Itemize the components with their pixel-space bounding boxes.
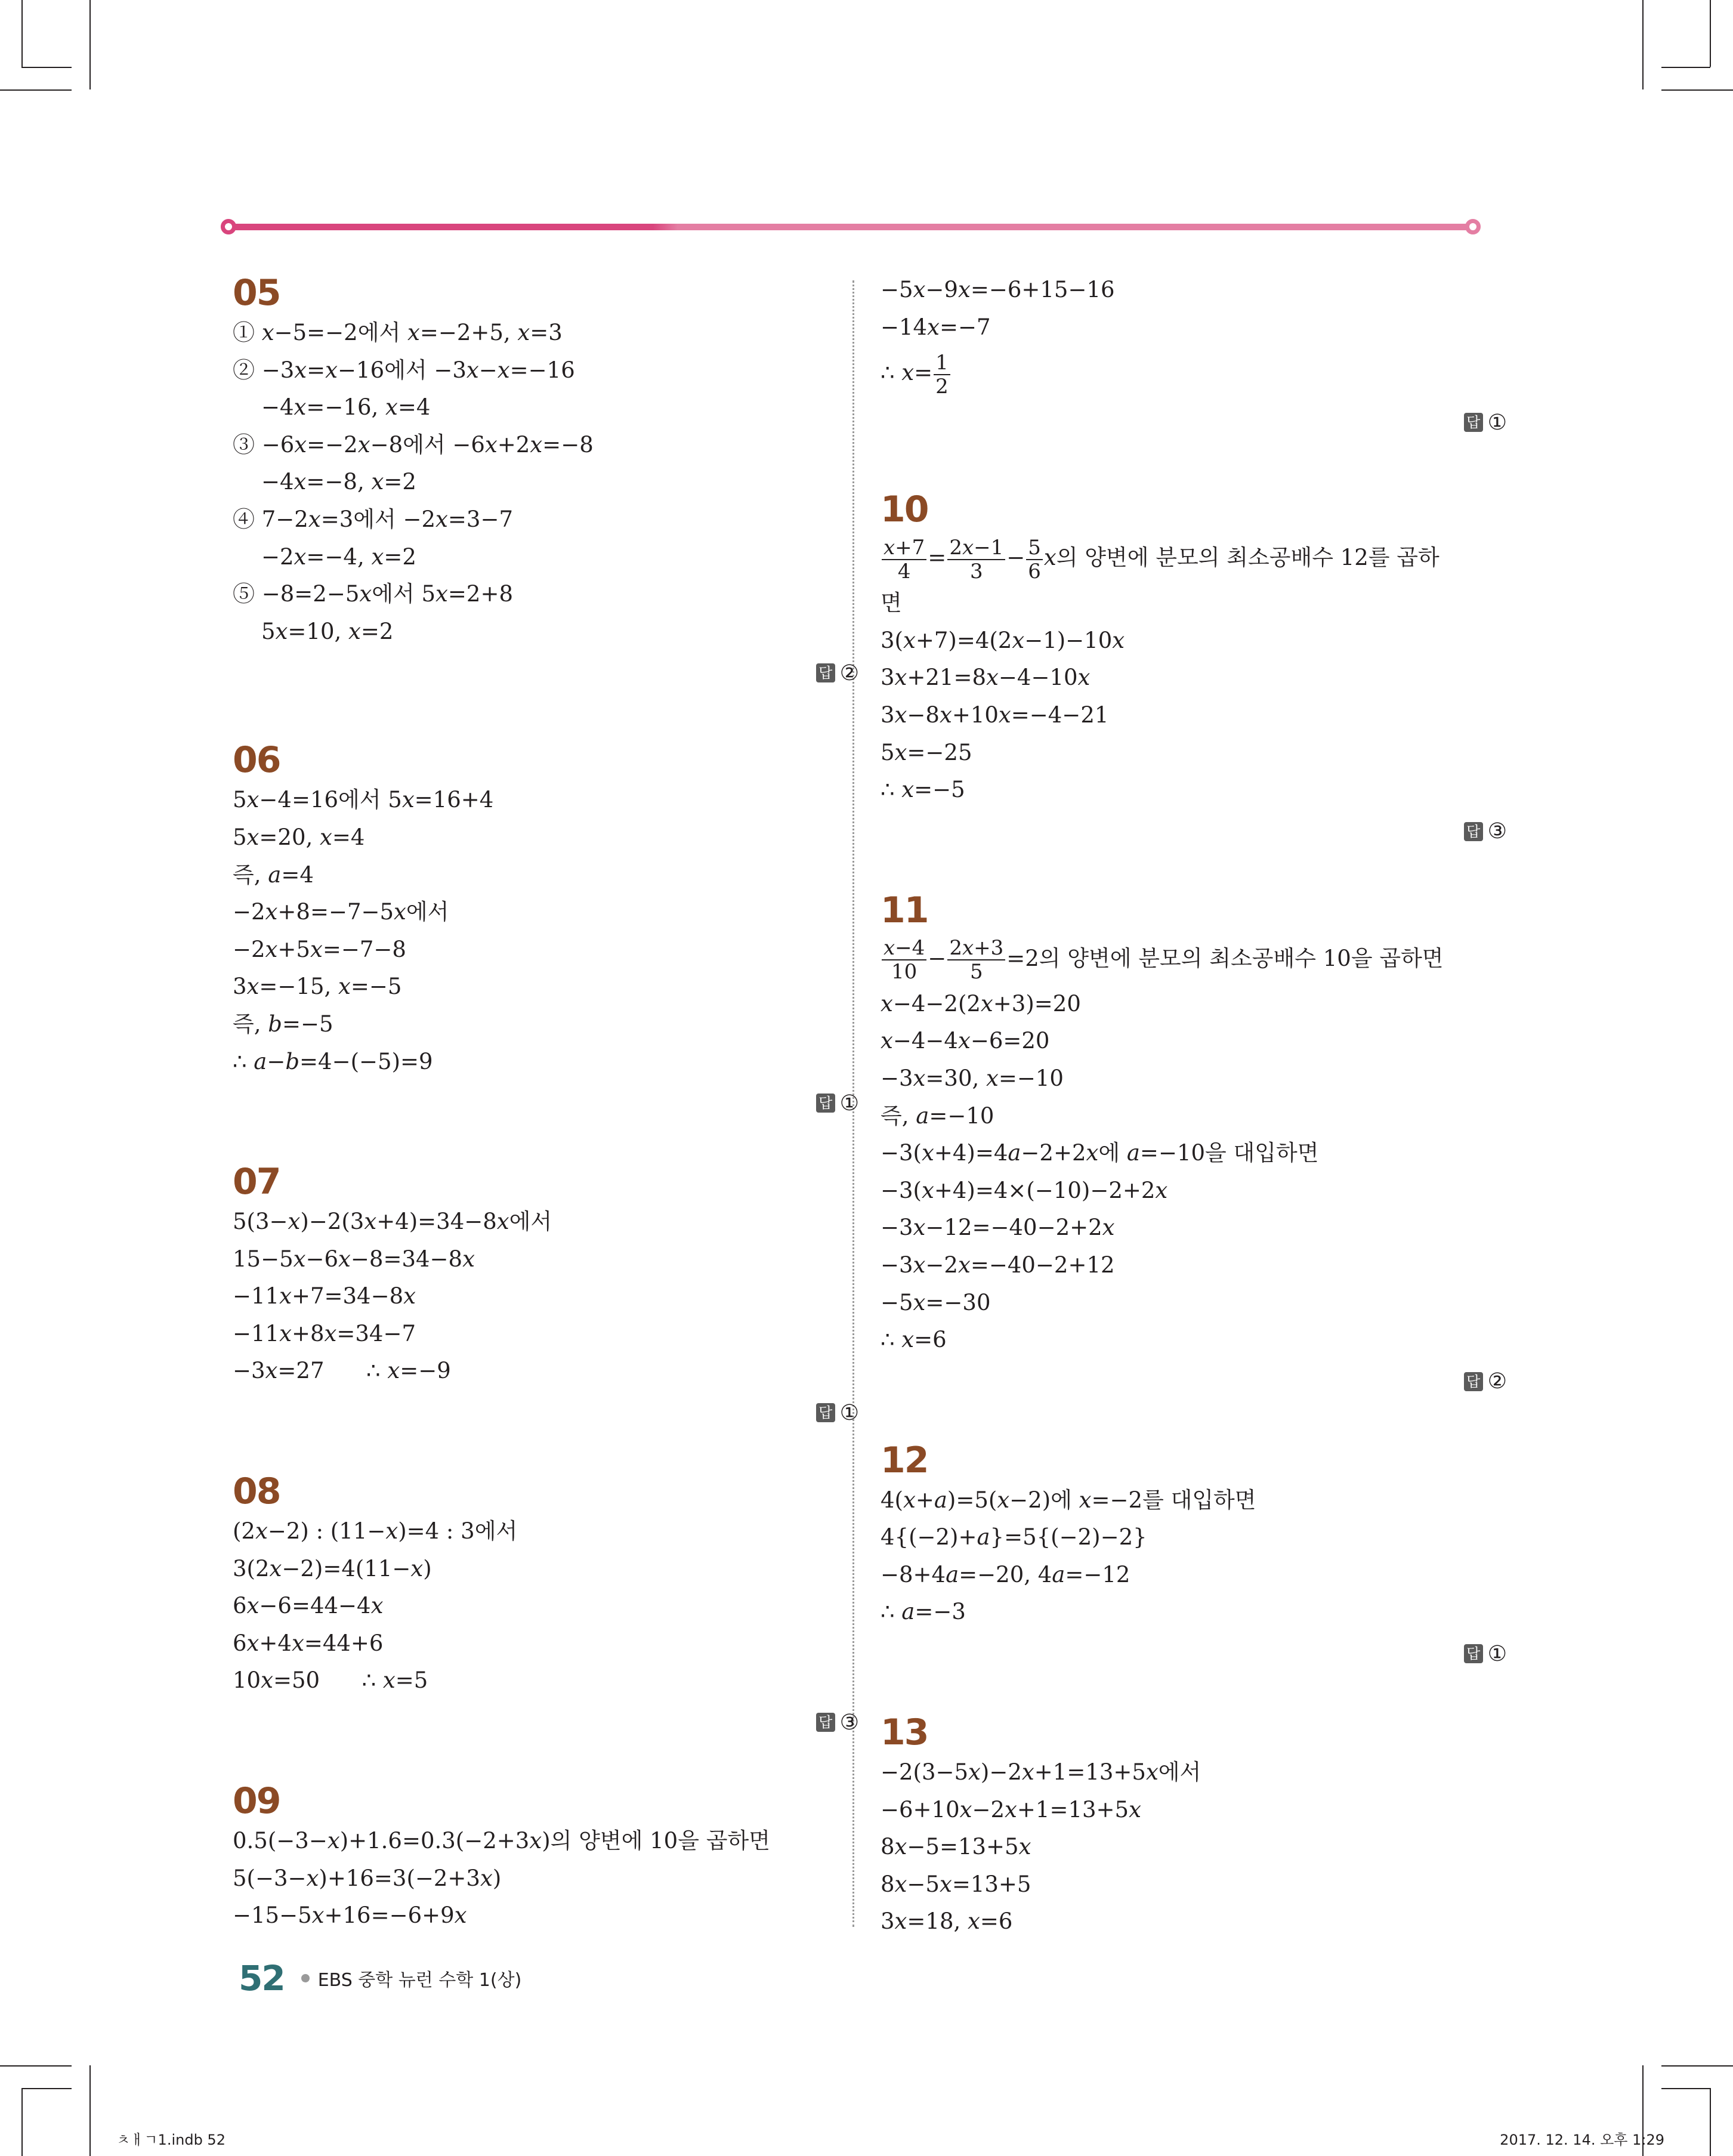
solution-line <box>881 531 1513 585</box>
solution-line: 6𝑥+4𝑥=44+6 <box>233 1630 384 1656</box>
solution-line: 3𝑥+21=8𝑥−4−10𝑥 <box>881 665 1091 691</box>
problem-number: 09 <box>233 1780 280 1823</box>
solution-line: 4{(−2)+𝑎}=5{(−2)−2} <box>881 1524 1147 1550</box>
fraction-numerator: 2𝑥−1 <box>947 536 1005 560</box>
answer-row <box>881 809 1513 854</box>
solution-line: 10𝑥=50 ∴ 𝑥=5 <box>233 1667 428 1694</box>
answer-value: ① <box>839 1091 859 1116</box>
crop-mark <box>1710 2088 1711 2156</box>
answer-row <box>233 1390 865 1435</box>
solution-line: 𝑥−4−2(2𝑥+3)=20 <box>881 990 1081 1017</box>
problem-number: 08 <box>233 1471 280 1513</box>
fraction-denominator: 10 <box>891 960 918 984</box>
answer-row <box>881 400 1513 445</box>
solution-line: −3𝑥=27 ∴ 𝑥=−9 <box>233 1358 451 1384</box>
print-slug-file: ㅊㅐㄱ1.indb 52 <box>116 2132 225 2148</box>
answer-row <box>233 1080 865 1126</box>
solution-line: ④ 7−2𝑥=3에서 −2𝑥=3−7 <box>233 506 513 532</box>
fraction-denominator: 5 <box>969 960 983 984</box>
solution-line: 𝑥−4−4𝑥−6=20 <box>881 1028 1050 1054</box>
solution-line: −4𝑥=−16, 𝑥=4 <box>261 394 431 421</box>
fraction-numerator: 5 <box>1026 536 1043 560</box>
fraction-denominator: 3 <box>969 559 983 583</box>
solution-line: ∴ 𝑥=6 <box>881 1327 947 1353</box>
fraction-numerator: 𝑥−4 <box>882 937 926 960</box>
answer-badge: 답 <box>816 663 835 682</box>
crop-mark <box>1642 0 1644 89</box>
solution-line: −14𝑥=−7 <box>881 314 991 340</box>
answer-value: ③ <box>839 1710 859 1735</box>
crop-mark <box>1661 2065 1733 2067</box>
header-bar-line <box>233 224 1469 230</box>
solution-line: 3(2𝑥−2)=4(11−𝑥) <box>233 1555 432 1582</box>
solution-line: −15−5𝑥+16=−6+9𝑥 <box>233 1902 467 1929</box>
solution-line: 즉, 𝑎=4 <box>233 861 314 888</box>
fraction <box>947 536 1005 583</box>
solution-line: 5𝑥=10, 𝑥=2 <box>261 618 394 644</box>
crop-mark <box>0 89 72 91</box>
answer-row <box>233 650 865 696</box>
solution-line: 즉, 𝑎=−10 <box>881 1102 994 1129</box>
solution-line <box>881 932 1513 986</box>
solution-line: 5𝑥=−25 <box>881 739 972 765</box>
solution-line: 면 <box>881 590 902 616</box>
fraction <box>882 536 926 583</box>
print-slug-date: 2017. 12. 14. 오후 1:29 <box>1500 2132 1664 2148</box>
answer-value: ① <box>1487 410 1507 435</box>
fraction <box>947 937 1005 983</box>
problem-06 <box>233 739 865 1126</box>
solution-line: ⑤ −8=2−5𝑥에서 5𝑥=2+8 <box>233 581 513 607</box>
problem-number: 12 <box>881 1439 928 1481</box>
left-column <box>233 271 865 1935</box>
solution-line: −3(𝑥+4)=4𝑎−2+2𝑥에 𝑎=−10을 대입하면 <box>881 1140 1319 1166</box>
answer-badge: 답 <box>816 1094 835 1113</box>
answer-badge: 답 <box>1464 1372 1483 1391</box>
solution-line: (2𝑥−2) : (11−𝑥)=4 : 3에서 <box>233 1518 518 1545</box>
fraction-denominator: 6 <box>1028 559 1041 583</box>
solution-line <box>881 346 1513 400</box>
solution-line: 8𝑥−5=13+5𝑥 <box>881 1834 1031 1860</box>
solution-text: ∴ 𝑥= <box>881 360 933 386</box>
answer-row <box>881 1631 1513 1676</box>
solution-line: 3𝑥−8𝑥+10𝑥=−4−21 <box>881 702 1109 728</box>
solution-line: −11𝑥+8𝑥=34−7 <box>233 1320 416 1346</box>
solution-line: −4𝑥=−8, 𝑥=2 <box>261 469 416 495</box>
solution-line: 즉, 𝑏=−5 <box>233 1011 333 1037</box>
crop-mark <box>21 2088 72 2089</box>
fraction <box>1026 536 1043 583</box>
problem-number: 10 <box>881 489 928 531</box>
crop-mark <box>1661 89 1733 91</box>
solution-line: −3(𝑥+4)=4×(−10)−2+2𝑥 <box>881 1177 1168 1203</box>
solution-line: 5𝑥=20, 𝑥=4 <box>233 824 365 850</box>
answer-badge: 답 <box>816 1403 835 1422</box>
problem-number: 05 <box>233 272 280 314</box>
problem-12 <box>881 1439 1513 1676</box>
solution-line: 3(𝑥+7)=4(2𝑥−1)−10𝑥 <box>881 627 1125 653</box>
page-footer <box>239 1958 521 1999</box>
operator: − <box>928 945 947 971</box>
answer-badge: 답 <box>1464 822 1483 841</box>
answer-value: ① <box>1487 1641 1507 1666</box>
header-bar-left-cap <box>221 219 236 234</box>
crop-mark <box>1661 2088 1710 2089</box>
solution-line: ② −3𝑥=𝑥−16에서 −3𝑥−𝑥=−16 <box>233 357 575 383</box>
bullet-dot-icon <box>301 1974 310 1982</box>
solution-line: ∴ 𝑎−𝑏=4−(−5)=9 <box>233 1048 433 1074</box>
answer-value: ② <box>1487 1369 1507 1394</box>
answer-row <box>881 1359 1513 1404</box>
fraction-numerator: 2𝑥+3 <box>947 937 1005 960</box>
header-decorative-bar <box>221 219 1481 234</box>
right-column <box>881 271 1513 1941</box>
fraction-denominator: 4 <box>897 559 911 583</box>
crop-mark <box>21 67 72 68</box>
solution-line: ① 𝑥−5=−2에서 𝑥=−2+5, 𝑥=3 <box>233 320 563 345</box>
fraction <box>882 937 926 983</box>
answer-value: ③ <box>1487 819 1507 844</box>
solution-line: −8+4𝑎=−20, 4𝑎=−12 <box>881 1561 1130 1587</box>
solution-line: 5(−3−𝑥)+16=3(−2+3𝑥) <box>233 1865 502 1891</box>
solution-line: 0.5(−3−𝑥)+1.6=0.3(−2+3𝑥)의 양변에 10을 곱하면 <box>233 1828 770 1854</box>
solution-line: −3𝑥−2𝑥=−40−2+12 <box>881 1252 1115 1278</box>
solution-text: =2의 양변에 분모의 최소공배수 10을 곱하면 <box>1006 945 1444 971</box>
crop-mark <box>21 0 23 67</box>
problem-13 <box>881 1711 1513 1941</box>
page-number: 52 <box>239 1958 285 1999</box>
crop-mark <box>1661 67 1710 68</box>
solution-line: 6𝑥−6=44−4𝑥 <box>233 1593 384 1619</box>
crop-mark <box>21 2088 23 2156</box>
crop-mark <box>1710 0 1711 67</box>
solution-line: 15−5𝑥−6𝑥−8=34−8𝑥 <box>233 1246 475 1272</box>
solution-line: −2𝑥+5𝑥=−7−8 <box>233 936 406 962</box>
crop-mark <box>89 0 91 89</box>
problem-11 <box>881 889 1513 1404</box>
solution-line: 5(3−𝑥)−2(3𝑥+4)=34−8𝑥에서 <box>233 1209 552 1235</box>
solution-line: 8𝑥−5𝑥=13+5 <box>881 1871 1031 1897</box>
problem-number: 06 <box>233 739 280 782</box>
problem-05 <box>233 271 865 696</box>
solution-line: −2𝑥+8=−7−5𝑥에서 <box>233 899 449 925</box>
solution-line: −2𝑥=−4, 𝑥=2 <box>261 543 416 570</box>
solution-line: ③ −6𝑥=−2𝑥−8에서 −6𝑥+2𝑥=−8 <box>233 431 594 458</box>
fraction <box>934 351 950 398</box>
fraction-numerator: 1 <box>934 351 950 375</box>
answer-value: ① <box>839 1400 859 1425</box>
solution-line: −5𝑥=−30 <box>881 1289 991 1315</box>
book-title: EBS 중학 뉴런 수학 1(상) <box>317 1970 522 1991</box>
solution-line: ∴ 𝑎=−3 <box>881 1599 966 1625</box>
problem-number: 13 <box>881 1712 928 1754</box>
fraction-numerator: 𝑥+7 <box>882 536 926 560</box>
answer-badge: 답 <box>1464 1644 1483 1663</box>
solution-line: 4(𝑥+𝑎)=5(𝑥−2)에 𝑥=−2를 대입하면 <box>881 1487 1256 1513</box>
solution-line: 3𝑥=18, 𝑥=6 <box>881 1908 1013 1935</box>
problem-number: 11 <box>881 889 928 931</box>
problem-09-continued <box>881 271 1513 445</box>
solution-line: 3𝑥=−15, 𝑥=−5 <box>233 974 402 1000</box>
crop-mark <box>0 2065 72 2067</box>
solution-line: −5𝑥−9𝑥=−6+15−16 <box>881 277 1115 302</box>
solution-line: −2(3−5𝑥)−2𝑥+1=13+5𝑥에서 <box>881 1759 1201 1786</box>
solution-line: 5𝑥−4=16에서 5𝑥=16+4 <box>233 787 494 813</box>
problem-08 <box>233 1470 865 1745</box>
solution-line: ∴ 𝑥=−5 <box>881 777 965 803</box>
answer-row <box>233 1700 865 1745</box>
operator: = <box>928 545 947 571</box>
problem-07 <box>233 1160 865 1435</box>
header-bar-right-cap <box>1465 219 1481 234</box>
answer-badge: 답 <box>816 1713 835 1732</box>
answer-value: ② <box>839 660 859 685</box>
solution-text: 𝑥의 양변에 분모의 최소공배수 12를 곱하 <box>1043 545 1439 571</box>
crop-mark <box>89 2065 91 2156</box>
answer-badge: 답 <box>1464 413 1483 432</box>
operator: − <box>1006 545 1025 571</box>
solution-line: −3𝑥=30, 𝑥=−10 <box>881 1065 1064 1091</box>
problem-09 <box>233 1780 865 1935</box>
problem-number: 07 <box>233 1161 280 1203</box>
fraction-denominator: 2 <box>935 374 949 399</box>
problem-10 <box>881 488 1513 854</box>
solution-line: −11𝑥+7=34−8𝑥 <box>233 1283 416 1309</box>
solution-line: −6+10𝑥−2𝑥+1=13+5𝑥 <box>881 1796 1141 1823</box>
solution-line: −3𝑥−12=−40−2+2𝑥 <box>881 1215 1115 1241</box>
